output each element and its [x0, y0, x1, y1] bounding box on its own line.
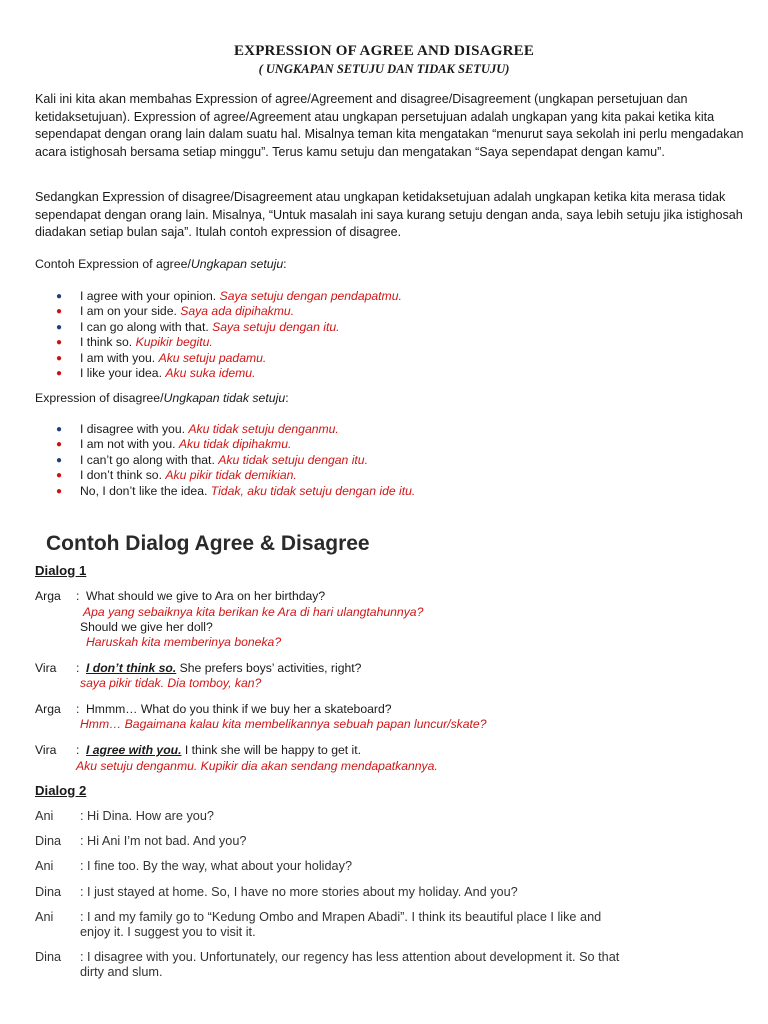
dialog-line: I don’t think so. She prefers boys’ activities, right?	[86, 661, 362, 675]
dialog-line: Should we give her doll?	[80, 620, 213, 634]
dialog-line: I agree with you. I think she will be happy to get it.	[86, 743, 362, 757]
intro-paragraph-2: Sedangkan Expression of disagree/Disagreement atau ungkapan ketidaksetujuan adalah ungkapan ketika kita merasa tidak sependapat dengan orang lain. Misalnya, “Untuk masalah ini saya kurang setuju dengan anda, saya lebih setuju jika istighosah diadakan setiap bulan saja”. Itulah contoh expression of disagree.	[35, 190, 743, 240]
agree-heading: Contoh Expression of agree/Ungkapan setuju:	[35, 257, 287, 271]
dialog-line: : I just stayed at home. So, I have no more stories about my holiday. And you?	[80, 885, 518, 899]
bullet-icon: ●	[56, 337, 63, 349]
dialog-section-title: Contoh Dialog Agree & Disagree	[46, 532, 370, 555]
speaker-name: Vira	[35, 661, 57, 675]
speaker-colon: :	[76, 702, 80, 716]
speaker-name: Arga	[35, 702, 61, 716]
speaker-name: Ani	[35, 910, 54, 924]
dialog-line: : I and my family go to “Kedung Ombo and Mrapen Abadi”. I think its beautiful place I like and	[80, 910, 602, 924]
bullet-icon: ●	[56, 306, 63, 318]
dialog-line: : I disagree with you. Unfortunately, our regency has less attention about development it. So that	[80, 950, 620, 964]
dialog-line: dirty and slum.	[80, 965, 163, 979]
speaker-name: Ani	[35, 859, 54, 873]
bullet-icon: ●	[56, 424, 63, 435]
dialog-1-heading: Dialog 1	[35, 563, 87, 578]
dialog-2-heading: Dialog 2	[35, 783, 87, 798]
speaker-name: Dina	[35, 834, 62, 848]
disagree-heading: Expression of disagree/Ungkapan tidak setuju:	[35, 391, 289, 405]
bullet-icon: ●	[56, 352, 63, 364]
bullet-icon: ●	[56, 485, 63, 497]
dialog-line: : Hi Ani I’m not bad. And you?	[80, 834, 247, 848]
dialog-translation: Aku setuju denganmu. Kupikir dia akan sendang mendapatkannya.	[76, 759, 438, 773]
speaker-name: Dina	[35, 885, 62, 899]
dialog-line: : Hi Dina. How are you?	[80, 809, 214, 823]
speaker-name: Dina	[35, 950, 62, 964]
dialog-translation: Hmm… Bagaimana kalau kita membelikannya sebuah papan luncur/skate?	[80, 717, 487, 731]
bullet-icon: ●	[56, 321, 63, 333]
speaker-name: Arga	[35, 589, 61, 603]
dialog-line: What should we give to Ara on her birthday?	[86, 589, 326, 603]
dialog-translation: Haruskah kita memberinya boneka?	[86, 635, 282, 649]
dialog-line: enjoy it. I suggest you to visit it.	[80, 925, 256, 939]
speaker-name: Vira	[35, 743, 57, 757]
bullet-icon: ●	[56, 470, 63, 482]
speaker-name: Ani	[35, 809, 54, 823]
bullet-icon: ●	[56, 367, 63, 379]
dialog-line: : I fine too. By the way, what about your holiday?	[80, 859, 352, 873]
speaker-colon: :	[76, 589, 80, 603]
bullet-icon: ●	[56, 291, 63, 302]
bullet-icon: ●	[56, 454, 63, 466]
speaker-colon: :	[76, 661, 80, 675]
speaker-colon: :	[76, 743, 80, 757]
intro-paragraph-1: Kali ini kita akan membahas Expression of agree/Agreement and disagree/Disagreement (ungkapan persetujuan dan ketidaksetujuan). Expression of agree/Agreement atau ungkapan persetujuan adalah ungkapan yang kita pakai ketika kita sependapat dengan orang lain dalam suatu hal. Misalnya teman kita mengatakan “menurut saya sekolah ini perlu mengadakan acara istighosah bersama setiap minggu”. Terus kamu setuju dan mengatakan “Saya sependapat dengan kamu”.	[35, 92, 744, 159]
dialog-line: Hmmm… What do you think if we buy her a skateboard?	[86, 702, 392, 716]
dialog-translation: saya pikir tidak. Dia tomboy, kan?	[80, 676, 262, 690]
page-title: EXPRESSION OF AGREE AND DISAGREE	[233, 43, 535, 59]
bullet-icon: ●	[56, 439, 63, 451]
dialog-translation: Apa yang sebaiknya kita berikan ke Ara di hari ulangtahunnya?	[83, 605, 424, 619]
page-subtitle: ( UNGKAPAN SETUJU DAN TIDAK SETUJU)	[258, 62, 510, 76]
